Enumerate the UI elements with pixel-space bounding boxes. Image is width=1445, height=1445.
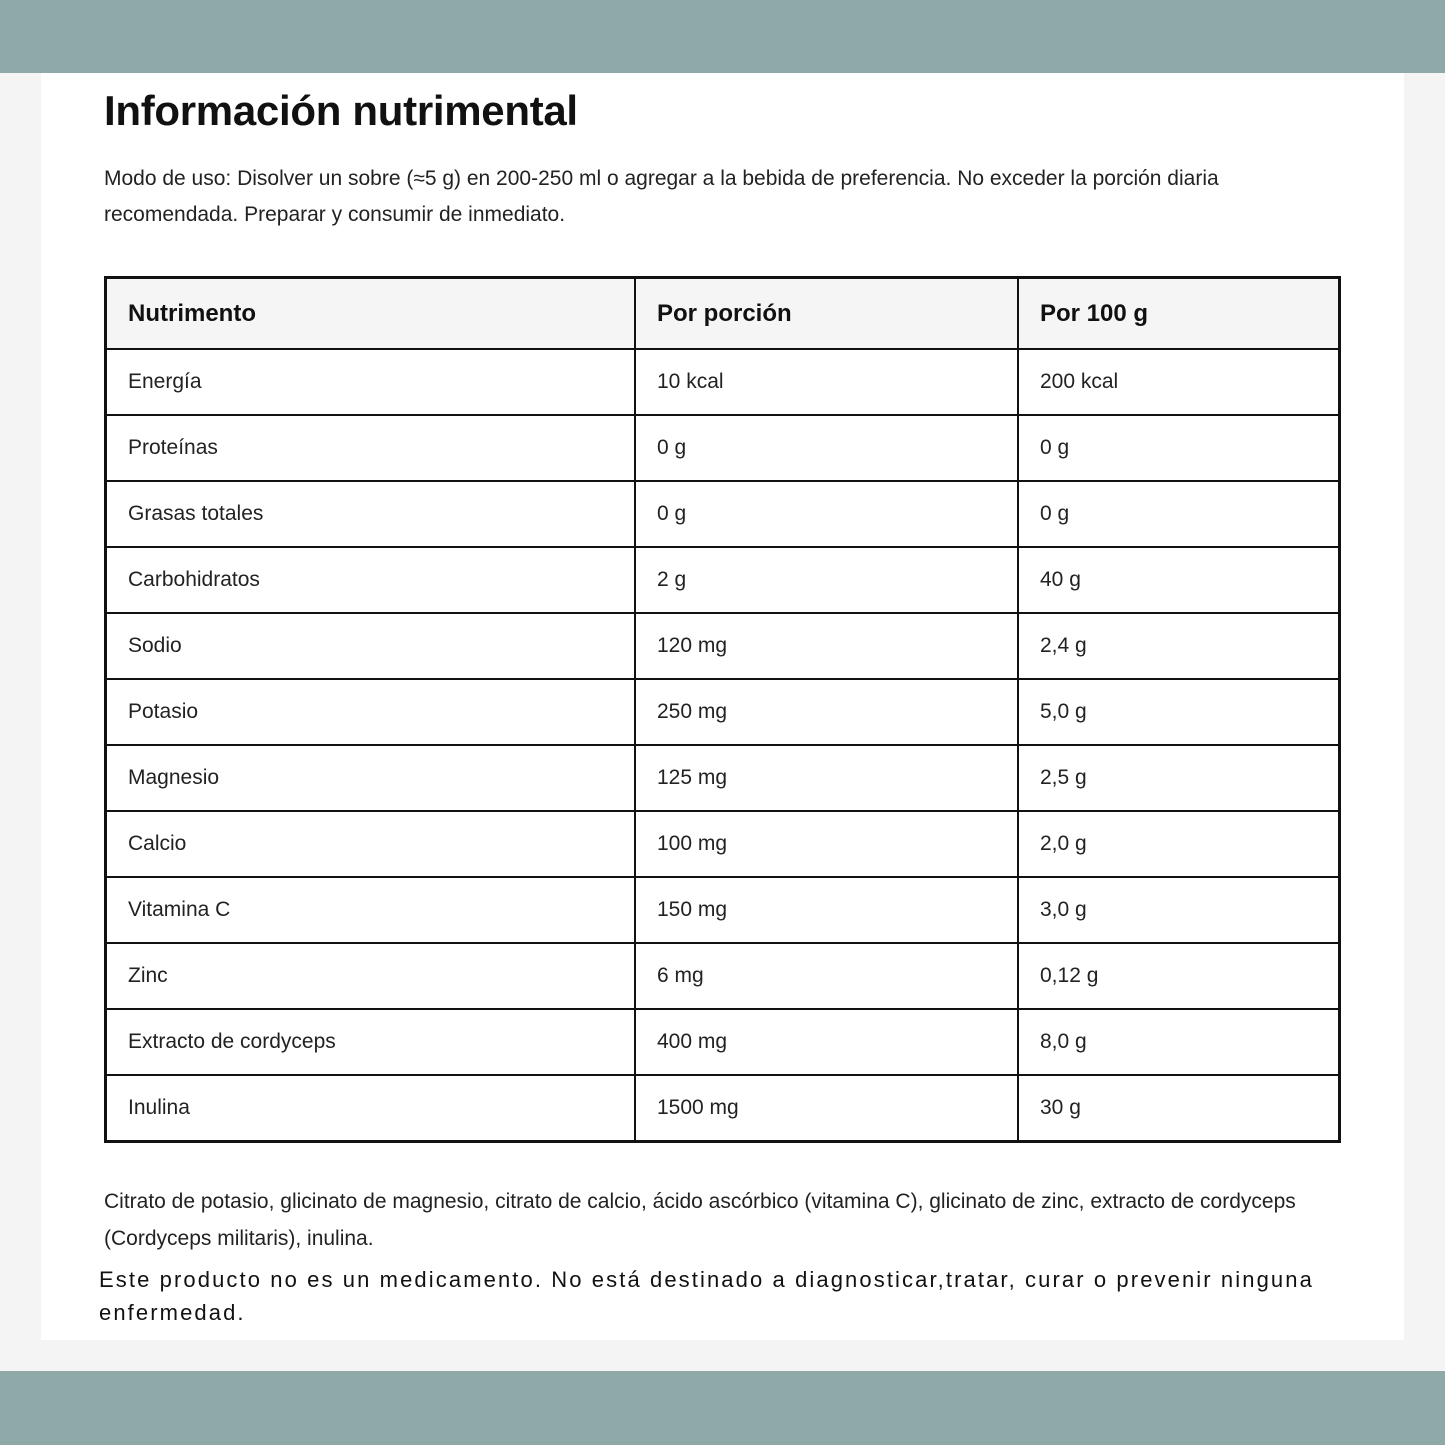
page-title: Información nutrimental: [104, 87, 578, 134]
per-serving-value: 0 g: [635, 481, 1018, 547]
nutrient-name: Extracto de cordyceps: [106, 1009, 636, 1075]
top-banner: [0, 0, 1445, 73]
table-row: [106, 415, 1340, 481]
nutrient-name: Sodio: [106, 613, 636, 679]
per-100g-value: 0,12 g: [1018, 943, 1340, 1009]
header-per-100g: Por 100 g: [1018, 278, 1340, 350]
nutrient-name: Vitamina C: [106, 877, 636, 943]
table-row: [106, 877, 1340, 943]
nutrient-name: Zinc: [106, 943, 636, 1009]
per-100g-value: 30 g: [1018, 1075, 1340, 1142]
per-100g-value: 2,4 g: [1018, 613, 1340, 679]
content-card: [41, 73, 1404, 1340]
nutrient-name: Inulina: [106, 1075, 636, 1142]
nutrition-table: [104, 276, 1341, 1143]
nutrient-name: Proteínas: [106, 415, 636, 481]
per-serving-value: 10 kcal: [635, 349, 1018, 415]
per-serving-value: 100 mg: [635, 811, 1018, 877]
nutrient-name: Calcio: [106, 811, 636, 877]
table-row: [106, 349, 1340, 415]
nutrient-name: Carbohidratos: [106, 547, 636, 613]
nutrient-name: Energía: [106, 349, 636, 415]
table-row: [106, 679, 1340, 745]
per-serving-value: 1500 mg: [635, 1075, 1018, 1142]
per-100g-value: 2,5 g: [1018, 745, 1340, 811]
per-100g-value: 8,0 g: [1018, 1009, 1340, 1075]
header-per-serving: Por porción: [635, 278, 1018, 350]
per-serving-value: 2 g: [635, 547, 1018, 613]
header-nutrient: Nutrimento: [106, 278, 636, 350]
per-serving-value: 0 g: [635, 415, 1018, 481]
table-row: [106, 1009, 1340, 1075]
per-serving-value: 150 mg: [635, 877, 1018, 943]
table-row: [106, 745, 1340, 811]
table-row: [106, 943, 1340, 1009]
table-row: [106, 613, 1340, 679]
nutrient-name: Potasio: [106, 679, 636, 745]
table-header-row: [106, 278, 1340, 350]
ingredients-list: Citrato de potasio, glicinato de magnesio, citrato de calcio, ácido ascórbico (vitamina C), glicinato de zinc, extracto de cordyceps (Cordyceps militaris), inulina.: [104, 1190, 1296, 1250]
per-serving-value: 250 mg: [635, 679, 1018, 745]
bottom-banner: [0, 1371, 1445, 1445]
per-serving-value: 120 mg: [635, 613, 1018, 679]
per-100g-value: 2,0 g: [1018, 811, 1340, 877]
per-serving-value: 400 mg: [635, 1009, 1018, 1075]
per-100g-value: 40 g: [1018, 547, 1340, 613]
table-row: [106, 547, 1340, 613]
table-row: [106, 1075, 1340, 1142]
nutrient-name: Grasas totales: [106, 481, 636, 547]
table-row: [106, 481, 1340, 547]
nutrient-name: Magnesio: [106, 745, 636, 811]
per-100g-value: 3,0 g: [1018, 877, 1340, 943]
per-100g-value: 200 kcal: [1018, 349, 1340, 415]
per-serving-value: 6 mg: [635, 943, 1018, 1009]
disclaimer: Este producto no es un medicamento. No está destinado a diagnosticar,tratar, curar o prevenir ninguna enfermedad.: [99, 1267, 1314, 1325]
per-serving-value: 125 mg: [635, 745, 1018, 811]
per-100g-value: 0 g: [1018, 415, 1340, 481]
usage-instructions: Modo de uso: Disolver un sobre (≈5 g) en 200-250 ml o agregar a la bebida de preferencia. No exceder la porción diaria recomendada. Preparar y consumir de inmediato.: [104, 167, 1219, 226]
table-row: [106, 811, 1340, 877]
per-100g-value: 5,0 g: [1018, 679, 1340, 745]
per-100g-value: 0 g: [1018, 481, 1340, 547]
